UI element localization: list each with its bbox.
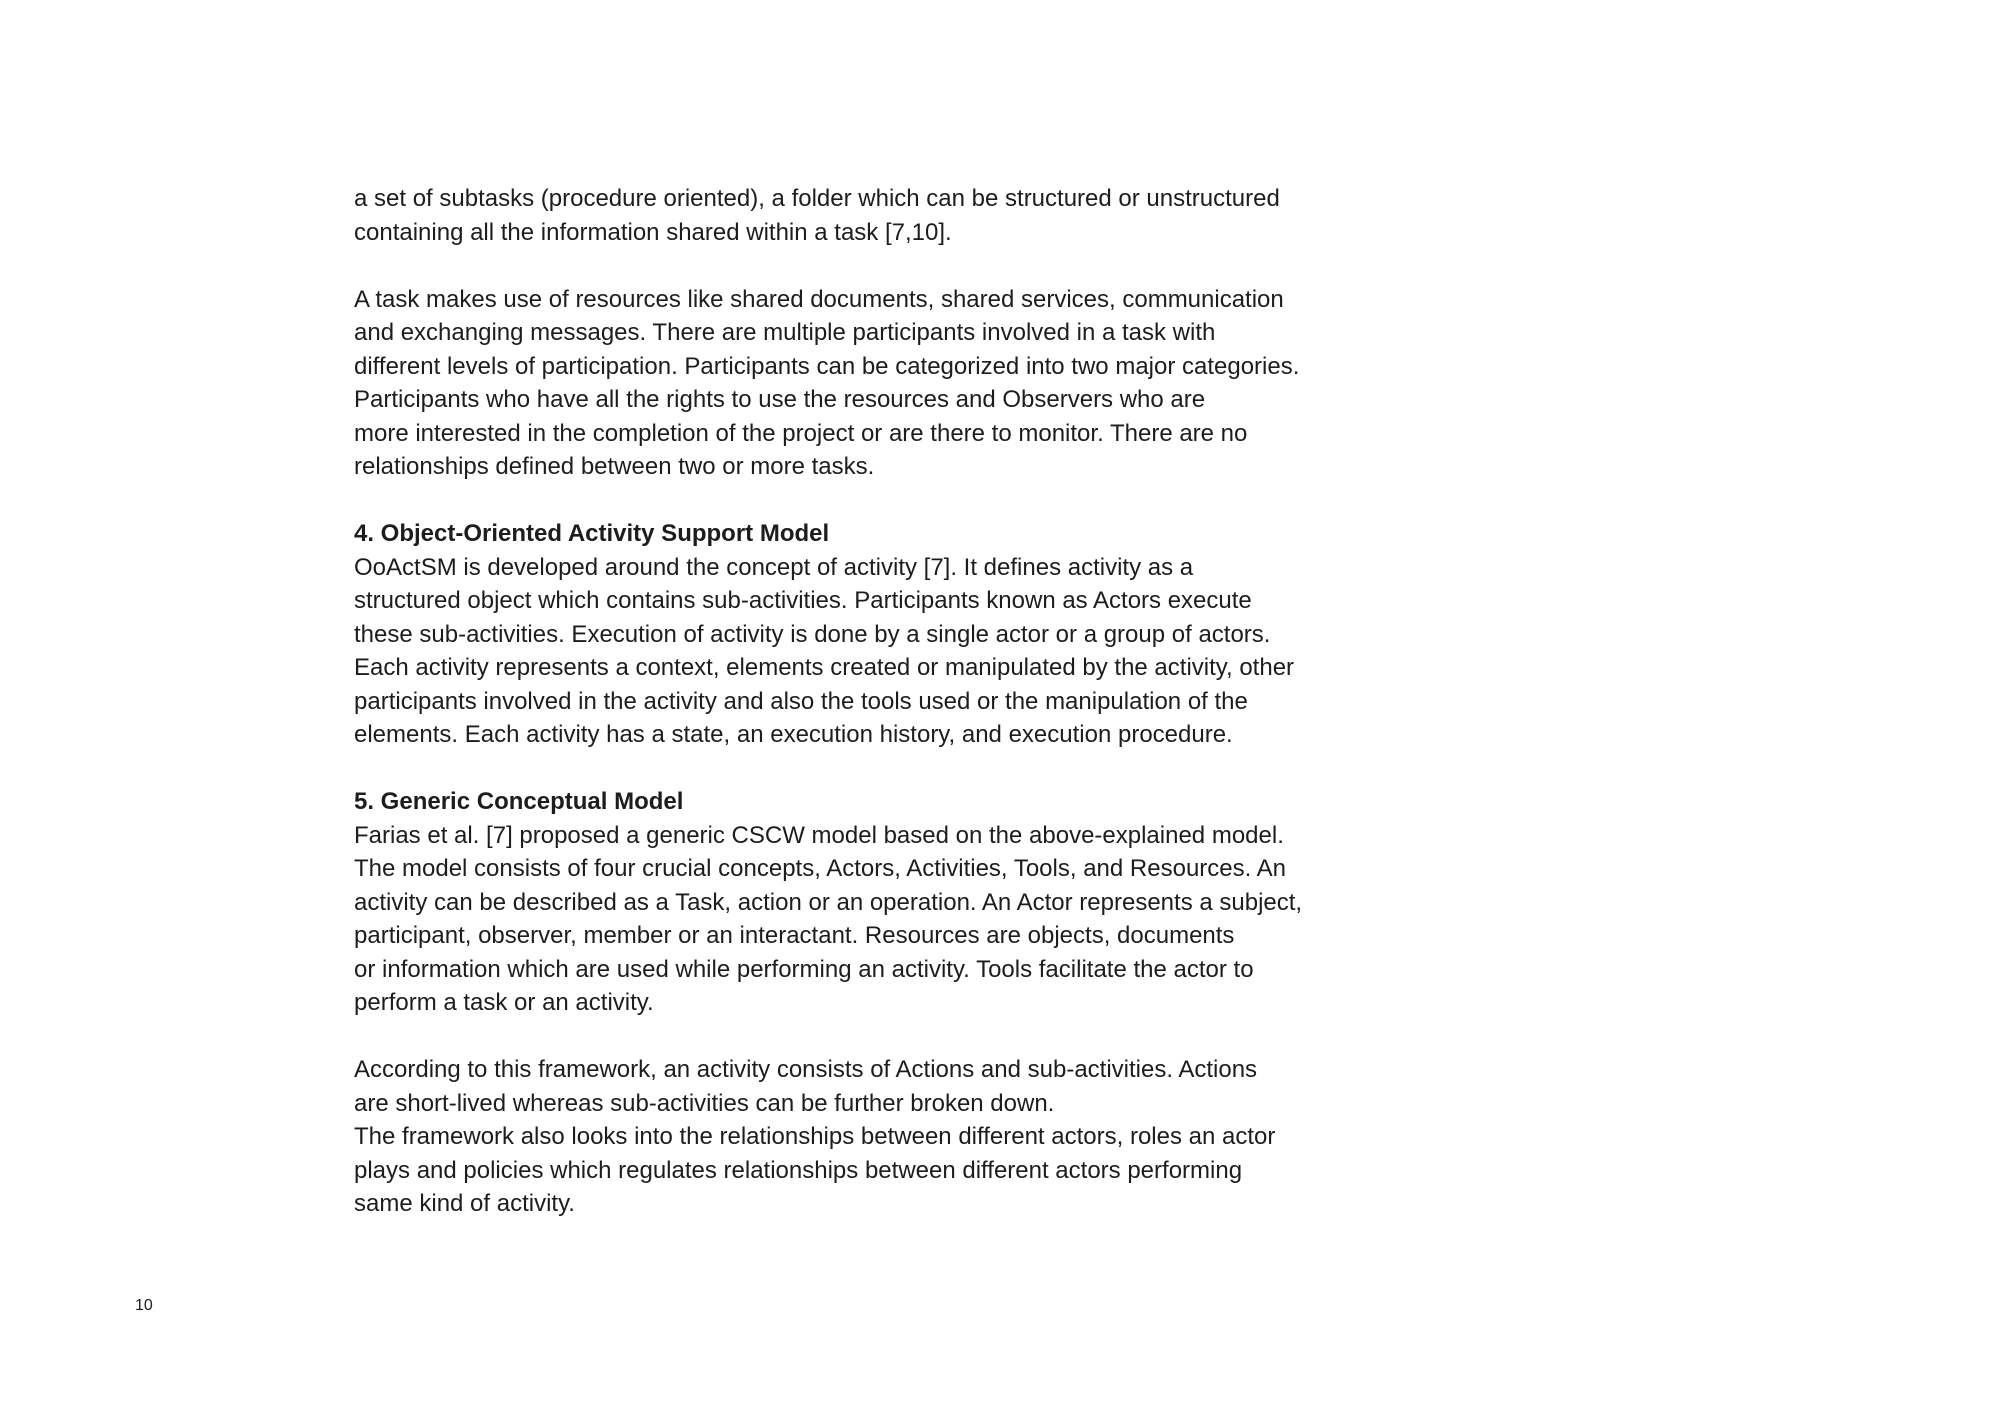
document-body	[354, 182, 1354, 1221]
paragraph-subtasks: a set of subtasks (procedure oriented), a folder which can be structured or unstructured containing all the information shared within a task [7,10].	[354, 185, 1280, 246]
paragraph-task-resources: A task makes use of resources like shared documents, shared services, communication and exchanging messages. There are multiple participants involved in a task with different levels of participation. Participants can be categorized into two major categories. Participants who have all the rights to use the resources and Observers who are more interested in the completion of the project or are there to monitor. There are no relationships defined between two or more tasks.	[354, 285, 1300, 480]
section-heading-generic-model: 5. Generic Conceptual Model	[354, 788, 684, 815]
paragraph-framework: According to this framework, an activity consists of Actions and sub-activities. Actions are short-lived whereas sub-activities can be further broken down. The framework also looks into the relationships between different actors, roles an actor plays and policies which regulates relationships between different actors performing same kind of activity.	[354, 1056, 1276, 1217]
paragraph-ooactsm: OoActSM is developed around the concept of activity [7]. It defines activity as a structured object which contains sub-activities. Participants known as Actors execute these sub-activities. Execution of activity is done by a single actor or a group of actors. Each activity represents a context, elements created or manipulated by the activity, other participants involved in the activity and also the tools used or the manipulation of the elements. Each activity has a state, an execution history, and execution procedure.	[354, 553, 1295, 748]
paragraph-generic-model: Farias et al. [7] proposed a generic CSCW model based on the above-explained model. The model consists of four crucial concepts, Actors, Activities, Tools, and Resources. An activity can be described as a Task, action or an operation. An Actor represents a subject, participant, observer, member or an interactant. Resources are objects, documents or information which are used while performing an activity. Tools facilitate the actor to perform a task or an activity.	[354, 821, 1303, 1016]
page-number: 10	[135, 1297, 153, 1314]
section-heading-ooactsm: 4. Object-Oriented Activity Support Model	[354, 520, 830, 547]
